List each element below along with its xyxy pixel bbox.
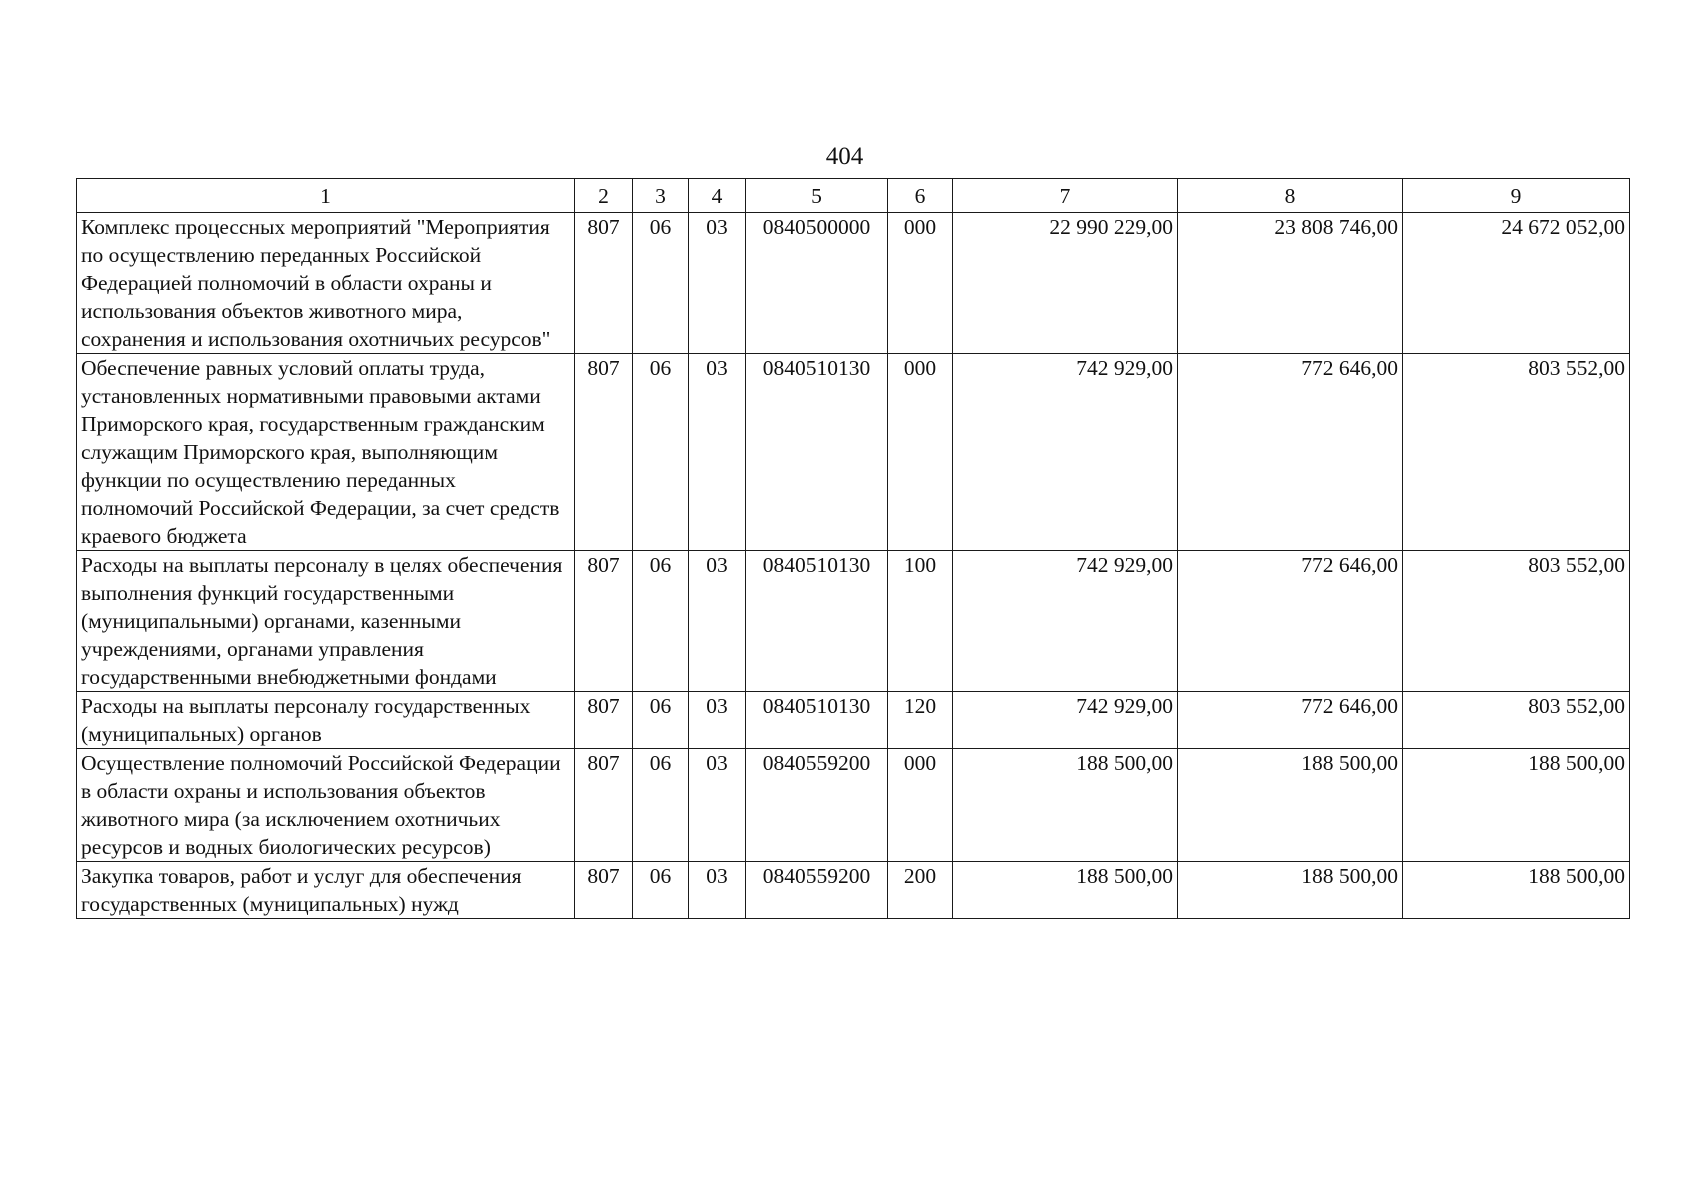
table-row bbox=[77, 862, 1630, 919]
admin-code-cell: 807 bbox=[575, 749, 633, 862]
header-cell-1: 1 bbox=[77, 179, 575, 213]
amount-cell-8: 772 646,00 bbox=[1178, 692, 1403, 749]
amount-cell-7: 188 500,00 bbox=[953, 749, 1178, 862]
amount-cell-7: 742 929,00 bbox=[953, 551, 1178, 692]
row-name-cell: Расходы на выплаты персоналу в целях обеспечения выполнения функций государственными (муниципальными) органами, казенными учреждениями, органами управления государственными внебюджетными фондами bbox=[77, 551, 575, 692]
expense-type-cell: 100 bbox=[888, 551, 953, 692]
header-cell-5: 5 bbox=[746, 179, 888, 213]
budget-table bbox=[76, 178, 1630, 919]
admin-code-cell: 807 bbox=[575, 354, 633, 551]
amount-cell-9: 803 552,00 bbox=[1403, 692, 1630, 749]
target-article-cell: 0840510130 bbox=[746, 551, 888, 692]
row-name-cell: Комплекс процессных мероприятий "Мероприятия по осуществлению переданных Российской Федерацией полномочий в области охраны и использования объектов животного мира, сохранения и использования охотничьих ресурсов" bbox=[77, 213, 575, 354]
header-cell-4: 4 bbox=[689, 179, 746, 213]
expense-type-cell: 000 bbox=[888, 749, 953, 862]
amount-cell-7: 188 500,00 bbox=[953, 862, 1178, 919]
section-cell: 06 bbox=[633, 213, 689, 354]
page-number: 404 bbox=[825, 143, 864, 170]
amount-cell-9: 803 552,00 bbox=[1403, 551, 1630, 692]
subsection-cell: 03 bbox=[689, 749, 746, 862]
row-name-cell: Расходы на выплаты персоналу государственных (муниципальных) органов bbox=[77, 692, 575, 749]
header-cell-2: 2 bbox=[575, 179, 633, 213]
subsection-cell: 03 bbox=[689, 213, 746, 354]
header-cell-3: 3 bbox=[633, 179, 689, 213]
expense-type-cell: 000 bbox=[888, 213, 953, 354]
table-row bbox=[77, 551, 1630, 692]
amount-cell-8: 772 646,00 bbox=[1178, 551, 1403, 692]
amount-cell-9: 24 672 052,00 bbox=[1403, 213, 1630, 354]
admin-code-cell: 807 bbox=[575, 551, 633, 692]
subsection-cell: 03 bbox=[689, 862, 746, 919]
target-article-cell: 0840510130 bbox=[746, 692, 888, 749]
header-cell-7: 7 bbox=[953, 179, 1178, 213]
header-cell-6: 6 bbox=[888, 179, 953, 213]
table-row bbox=[77, 749, 1630, 862]
table-row bbox=[77, 692, 1630, 749]
row-name-cell: Обеспечение равных условий оплаты труда, установленных нормативными правовыми актами Приморского края, государственным гражданским служащим Приморского края, выполняющим функции по осуществлению переданных полномочий Российской Федерации, за счет средств краевого бюджета bbox=[77, 354, 575, 551]
admin-code-cell: 807 bbox=[575, 862, 633, 919]
row-name-cell: Закупка товаров, работ и услуг для обеспечения государственных (муниципальных) нужд bbox=[77, 862, 575, 919]
amount-cell-7: 22 990 229,00 bbox=[953, 213, 1178, 354]
amount-cell-8: 188 500,00 bbox=[1178, 749, 1403, 862]
subsection-cell: 03 bbox=[689, 551, 746, 692]
expense-type-cell: 000 bbox=[888, 354, 953, 551]
target-article-cell: 0840500000 bbox=[746, 213, 888, 354]
admin-code-cell: 807 bbox=[575, 213, 633, 354]
amount-cell-8: 23 808 746,00 bbox=[1178, 213, 1403, 354]
header-cell-8: 8 bbox=[1178, 179, 1403, 213]
amount-cell-9: 803 552,00 bbox=[1403, 354, 1630, 551]
target-article-cell: 0840559200 bbox=[746, 749, 888, 862]
table-row bbox=[77, 354, 1630, 551]
expense-type-cell: 120 bbox=[888, 692, 953, 749]
admin-code-cell: 807 bbox=[575, 692, 633, 749]
amount-cell-7: 742 929,00 bbox=[953, 354, 1178, 551]
amount-cell-8: 772 646,00 bbox=[1178, 354, 1403, 551]
target-article-cell: 0840510130 bbox=[746, 354, 888, 551]
target-article-cell: 0840559200 bbox=[746, 862, 888, 919]
amount-cell-9: 188 500,00 bbox=[1403, 749, 1630, 862]
section-cell: 06 bbox=[633, 551, 689, 692]
header-cell-9: 9 bbox=[1403, 179, 1630, 213]
subsection-cell: 03 bbox=[689, 354, 746, 551]
table-row bbox=[77, 213, 1630, 354]
section-cell: 06 bbox=[633, 692, 689, 749]
section-cell: 06 bbox=[633, 862, 689, 919]
row-name-cell: Осуществление полномочий Российской Федерации в области охраны и использования объектов животного мира (за исключением охотничьих ресурсов и водных биологических ресурсов) bbox=[77, 749, 575, 862]
amount-cell-7: 742 929,00 bbox=[953, 692, 1178, 749]
amount-cell-9: 188 500,00 bbox=[1403, 862, 1630, 919]
amount-cell-8: 188 500,00 bbox=[1178, 862, 1403, 919]
subsection-cell: 03 bbox=[689, 692, 746, 749]
section-cell: 06 bbox=[633, 354, 689, 551]
expense-type-cell: 200 bbox=[888, 862, 953, 919]
header-row bbox=[77, 179, 1630, 213]
section-cell: 06 bbox=[633, 749, 689, 862]
